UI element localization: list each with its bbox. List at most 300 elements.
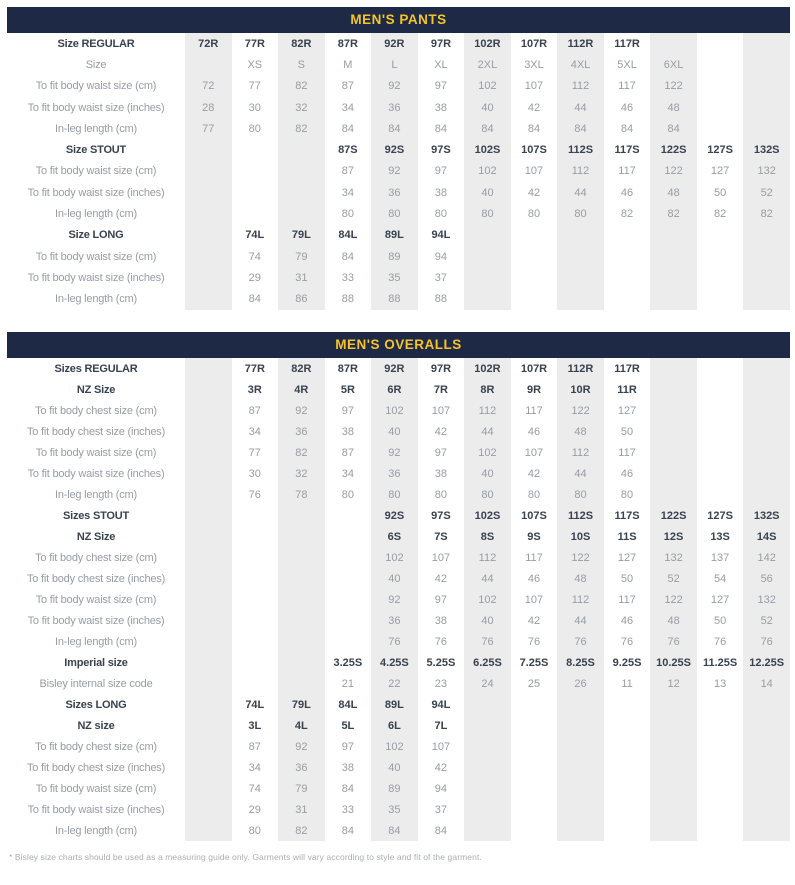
table-row xyxy=(7,484,790,505)
size-cell xyxy=(278,673,325,694)
size-cell: 46 xyxy=(620,101,634,114)
size-cell: 80 xyxy=(248,824,261,837)
size-cell: 82 xyxy=(760,208,773,221)
size-cell: 97S xyxy=(431,144,451,157)
size-cell: 97 xyxy=(434,593,448,606)
row-label: To fit body waist size (inches) xyxy=(27,614,165,627)
table-row xyxy=(7,246,790,267)
size-cell xyxy=(743,442,790,463)
size-cell: 92S xyxy=(384,509,405,522)
size-cell xyxy=(743,736,790,757)
table-row xyxy=(7,547,790,568)
size-cell: 76 xyxy=(434,635,448,648)
size-cell xyxy=(278,568,325,589)
size-cell xyxy=(185,694,232,715)
size-cell xyxy=(743,820,790,841)
size-cell: 97 xyxy=(434,165,448,178)
table-row xyxy=(7,225,790,246)
size-cell: 78 xyxy=(295,488,308,501)
table-row xyxy=(7,736,790,757)
size-cell xyxy=(325,568,372,589)
size-cell: 84 xyxy=(574,122,587,135)
size-cell: 44 xyxy=(574,186,587,199)
size-cell xyxy=(185,799,232,820)
size-cell: 82 xyxy=(713,208,727,221)
size-cell: 84 xyxy=(388,824,401,837)
size-cell xyxy=(650,267,697,288)
size-cell: 40 xyxy=(388,761,401,774)
size-cell xyxy=(232,610,279,631)
size-cell: 87 xyxy=(341,165,354,178)
size-cell xyxy=(604,267,651,288)
size-cell: 132S xyxy=(753,144,780,157)
size-cell: 11R xyxy=(617,383,637,396)
size-cell: 117R xyxy=(614,362,640,375)
size-cell xyxy=(557,289,604,310)
size-cell: 46 xyxy=(527,572,541,585)
size-cell: 87 xyxy=(341,446,354,459)
size-cell xyxy=(697,820,744,841)
size-cell: 102 xyxy=(478,80,497,93)
size-cell: 42 xyxy=(527,467,541,480)
size-cell: 80 xyxy=(388,488,401,501)
table-row xyxy=(7,267,790,288)
size-cell xyxy=(697,76,744,97)
size-cell: 40 xyxy=(388,572,401,585)
size-cell: L xyxy=(391,58,398,71)
size-cell xyxy=(511,715,558,736)
size-cell xyxy=(185,610,232,631)
table-row xyxy=(7,526,790,547)
size-cell xyxy=(743,421,790,442)
size-cell: 79 xyxy=(295,250,308,263)
size-cell xyxy=(185,484,232,505)
size-cell xyxy=(743,379,790,400)
size-cell: 102 xyxy=(385,551,404,564)
row-label: To fit body waist size (cm) xyxy=(35,165,157,178)
table-row xyxy=(7,610,790,631)
size-cell: 117R xyxy=(614,37,640,50)
size-cell xyxy=(743,97,790,118)
size-cell xyxy=(650,715,697,736)
size-cell xyxy=(185,631,232,652)
size-cell: 37 xyxy=(434,271,448,284)
size-cell xyxy=(604,289,651,310)
size-cell: 127S xyxy=(707,144,733,157)
size-cell xyxy=(697,379,744,400)
size-cell xyxy=(464,757,511,778)
row-label: To fit body waist size (inches) xyxy=(27,803,165,816)
size-cell xyxy=(604,778,651,799)
size-cell: 36 xyxy=(388,614,401,627)
size-cell: 117 xyxy=(618,446,636,459)
size-cell xyxy=(278,652,325,673)
size-cell xyxy=(278,505,325,526)
size-cell: 80 xyxy=(388,208,401,221)
size-cell: 3L xyxy=(248,719,262,732)
size-cell: 94L xyxy=(431,698,451,711)
size-cell xyxy=(511,246,558,267)
size-cell: 82 xyxy=(620,208,634,221)
size-cell: 34 xyxy=(248,761,261,774)
size-cell xyxy=(743,694,790,715)
size-cell: 84L xyxy=(338,229,358,242)
size-cell: 7R xyxy=(433,383,448,396)
size-cell: 87R xyxy=(337,37,358,50)
table-row xyxy=(7,631,790,652)
size-cell: 5R xyxy=(340,383,355,396)
size-cell: 38 xyxy=(434,467,448,480)
pants-table xyxy=(7,33,790,310)
row-label: Size STOUT xyxy=(65,144,127,157)
size-cell: 38 xyxy=(341,761,354,774)
size-cell xyxy=(557,225,604,246)
size-cell: 77 xyxy=(248,80,261,93)
size-cell xyxy=(185,358,232,379)
table-row xyxy=(7,97,790,118)
size-cell xyxy=(743,463,790,484)
size-cell xyxy=(278,547,325,568)
size-cell xyxy=(604,694,651,715)
size-cell: 92 xyxy=(295,740,308,753)
size-cell: 42 xyxy=(527,614,541,627)
size-cell xyxy=(325,610,372,631)
overalls-table xyxy=(7,358,790,841)
size-cell: 132 xyxy=(757,593,776,606)
size-cell xyxy=(697,246,744,267)
size-cell: 10R xyxy=(570,383,591,396)
size-cell: 84 xyxy=(434,122,448,135)
size-cell xyxy=(743,289,790,310)
size-cell: 12.25S xyxy=(749,656,785,669)
size-cell xyxy=(232,505,279,526)
size-cell xyxy=(185,778,232,799)
size-cell: 31 xyxy=(295,803,308,816)
size-cell: 4R xyxy=(294,383,309,396)
row-label: NZ Size xyxy=(76,383,116,396)
table-row xyxy=(7,820,790,841)
size-cell xyxy=(511,778,558,799)
size-cell: 52 xyxy=(760,186,773,199)
size-cell: 42 xyxy=(527,101,541,114)
size-cell: 35 xyxy=(388,803,401,816)
size-cell: 52 xyxy=(760,614,773,627)
size-cell: 112S xyxy=(567,144,594,157)
size-cell: 84 xyxy=(341,824,354,837)
size-cell xyxy=(697,33,744,54)
size-cell xyxy=(650,246,697,267)
size-cell: 107 xyxy=(524,165,544,178)
size-cell xyxy=(743,799,790,820)
size-cell xyxy=(650,820,697,841)
size-cell: 82R xyxy=(291,37,312,50)
size-cell xyxy=(464,225,511,246)
row-label: To fit body chest size (cm) xyxy=(35,404,157,417)
size-cell: 88 xyxy=(388,293,401,306)
size-cell xyxy=(464,820,511,841)
row-label: To fit body chest size (inches) xyxy=(26,425,166,438)
table-row xyxy=(7,505,790,526)
size-cell: 38 xyxy=(434,186,448,199)
size-cell: 38 xyxy=(434,101,448,114)
size-cell: 25 xyxy=(527,677,541,690)
mens-overalls-size-chart xyxy=(7,332,790,841)
size-cell xyxy=(650,33,697,54)
table-row xyxy=(7,76,790,97)
size-cell: 97 xyxy=(434,80,448,93)
size-cell: 89L xyxy=(384,698,404,711)
size-cell: 127 xyxy=(617,551,637,564)
size-cell: 42 xyxy=(434,761,448,774)
size-cell: 88 xyxy=(434,293,448,306)
size-cell: 97 xyxy=(434,446,448,459)
size-cell xyxy=(697,694,744,715)
size-cell: 107S xyxy=(521,509,547,522)
size-cell: 122 xyxy=(664,80,683,93)
size-cell: 31 xyxy=(295,271,308,284)
size-cell: 54 xyxy=(713,572,727,585)
size-cell: 76 xyxy=(248,488,261,501)
size-cell: 80 xyxy=(434,208,448,221)
size-cell: 6R xyxy=(387,383,402,396)
size-cell: 112 xyxy=(478,551,497,564)
row-label: To fit body waist size (cm) xyxy=(35,80,157,93)
size-cell: 44 xyxy=(574,614,587,627)
size-cell xyxy=(697,54,744,75)
size-cell xyxy=(464,736,511,757)
size-cell: 36 xyxy=(388,186,401,199)
size-cell: 92 xyxy=(388,165,401,178)
size-cell: 102 xyxy=(478,593,497,606)
size-cell xyxy=(511,289,558,310)
row-label: To fit body waist size (cm) xyxy=(35,250,157,263)
size-cell: 36 xyxy=(295,425,308,438)
size-cell xyxy=(697,778,744,799)
size-cell xyxy=(557,715,604,736)
size-cell: 5L xyxy=(341,719,355,732)
size-cell: 92 xyxy=(295,404,308,417)
size-cell xyxy=(650,379,697,400)
size-cell xyxy=(650,289,697,310)
size-cell xyxy=(511,820,558,841)
size-cell xyxy=(697,484,744,505)
size-cell xyxy=(697,358,744,379)
size-cell: 84 xyxy=(620,122,634,135)
size-cell: 48 xyxy=(667,186,680,199)
size-cell: XL xyxy=(434,58,448,71)
size-cell xyxy=(185,589,232,610)
size-cell: 52 xyxy=(667,572,680,585)
size-cell: 46 xyxy=(620,467,634,480)
size-cell: 127S xyxy=(707,509,733,522)
size-cell xyxy=(604,757,651,778)
size-cell xyxy=(697,757,744,778)
size-cell: 40 xyxy=(481,186,494,199)
size-cell: 117 xyxy=(525,404,543,417)
size-cell xyxy=(185,161,232,182)
size-cell: 36 xyxy=(295,761,308,774)
size-cell xyxy=(232,203,279,224)
size-cell xyxy=(232,652,279,673)
size-cell xyxy=(697,421,744,442)
size-cell xyxy=(697,463,744,484)
table-row xyxy=(7,694,790,715)
table-row xyxy=(7,203,790,224)
size-cell: 84 xyxy=(341,250,354,263)
size-cell: 76 xyxy=(713,635,727,648)
size-cell: 38 xyxy=(434,614,448,627)
size-cell xyxy=(697,715,744,736)
size-cell: 77 xyxy=(248,446,261,459)
size-cell: 97R xyxy=(430,37,452,50)
size-cell: 82 xyxy=(295,122,308,135)
size-cell xyxy=(604,820,651,841)
size-cell: 44 xyxy=(574,467,587,480)
size-cell: 29 xyxy=(248,271,261,284)
size-cell xyxy=(743,484,790,505)
size-cell: 82 xyxy=(667,208,680,221)
size-cell xyxy=(185,225,232,246)
size-cell xyxy=(743,757,790,778)
size-cell: 30 xyxy=(248,467,261,480)
size-cell xyxy=(185,267,232,288)
size-cell: 9S xyxy=(527,530,541,543)
pants-table-title: MEN'S PANTS xyxy=(7,7,790,33)
row-label: To fit body chest size (inches) xyxy=(26,761,166,774)
size-cell xyxy=(511,736,558,757)
size-cell: 4XL xyxy=(570,58,591,71)
table-row xyxy=(7,118,790,139)
table-row xyxy=(7,33,790,54)
table-row xyxy=(7,139,790,160)
size-cell: 112R xyxy=(567,362,594,375)
size-cell xyxy=(557,246,604,267)
row-label: To fit body waist size (inches) xyxy=(27,467,165,480)
size-cell: 87 xyxy=(248,404,261,417)
size-cell: 24 xyxy=(481,677,494,690)
size-cell: 84 xyxy=(481,122,494,135)
size-cell: 3XL xyxy=(524,58,544,71)
size-cell xyxy=(511,225,558,246)
size-cell: 79 xyxy=(295,782,308,795)
size-cell: 84 xyxy=(341,122,354,135)
footnote: * Bisley size charts should be used as a measuring guide only. Garments will vary according to style and fit of the garment. xyxy=(9,852,482,862)
size-cell xyxy=(185,289,232,310)
size-cell xyxy=(464,715,511,736)
size-cell: 97R xyxy=(430,362,452,375)
size-cell: 102S xyxy=(474,144,501,157)
size-cell: 122 xyxy=(664,165,683,178)
size-cell: 80 xyxy=(481,208,494,221)
size-cell: 97S xyxy=(431,509,451,522)
size-cell: 76 xyxy=(760,635,773,648)
size-cell: 3.25S xyxy=(333,656,363,669)
size-cell: 112S xyxy=(567,509,594,522)
size-cell xyxy=(185,736,232,757)
size-cell: 107 xyxy=(431,740,451,753)
row-label: In-leg length (cm) xyxy=(55,122,137,135)
size-cell: 30 xyxy=(248,101,261,114)
size-cell: 11S xyxy=(617,530,637,543)
size-cell: 22 xyxy=(388,677,401,690)
size-cell xyxy=(743,54,790,75)
size-cell: 117 xyxy=(618,165,636,178)
size-cell xyxy=(185,463,232,484)
size-cell: 112 xyxy=(571,165,590,178)
size-cell: 97 xyxy=(341,404,354,417)
table-row xyxy=(7,379,790,400)
table-row xyxy=(7,400,790,421)
size-cell: 87 xyxy=(248,740,261,753)
size-cell: 94 xyxy=(434,250,448,263)
row-label: To fit body chest size (cm) xyxy=(35,551,157,564)
size-cell: 42 xyxy=(434,425,448,438)
size-cell: 112 xyxy=(571,446,590,459)
size-cell xyxy=(604,225,651,246)
size-cell: 12S xyxy=(663,530,684,543)
row-label: Size xyxy=(85,58,107,71)
size-cell xyxy=(697,736,744,757)
size-cell xyxy=(650,463,697,484)
size-cell xyxy=(278,610,325,631)
size-cell: 76 xyxy=(620,635,634,648)
size-cell: 7S xyxy=(434,530,448,543)
size-cell: 80 xyxy=(574,208,587,221)
size-cell: S xyxy=(297,58,305,71)
size-cell xyxy=(697,267,744,288)
size-cell: 102 xyxy=(478,446,497,459)
size-cell: 102S xyxy=(474,509,501,522)
size-cell xyxy=(650,736,697,757)
size-cell xyxy=(697,799,744,820)
size-cell xyxy=(232,673,279,694)
size-cell xyxy=(511,757,558,778)
size-cell: 107 xyxy=(524,80,544,93)
size-cell: 72R xyxy=(198,37,219,50)
size-cell: 46 xyxy=(620,614,634,627)
size-cell: 6L xyxy=(387,719,401,732)
table-row xyxy=(7,182,790,203)
table-row xyxy=(7,799,790,820)
size-cell xyxy=(185,652,232,673)
row-label: Imperial size xyxy=(64,656,128,669)
size-cell xyxy=(232,589,279,610)
size-cell: 89L xyxy=(384,229,404,242)
size-cell: 92R xyxy=(384,362,405,375)
size-cell: 76 xyxy=(667,635,680,648)
size-cell: 80 xyxy=(527,208,541,221)
size-cell xyxy=(278,161,325,182)
size-cell: 74L xyxy=(245,698,265,711)
size-cell xyxy=(185,421,232,442)
size-cell: 34 xyxy=(341,467,354,480)
size-cell: 36 xyxy=(388,101,401,114)
size-cell xyxy=(697,97,744,118)
size-cell xyxy=(697,400,744,421)
size-cell: 122 xyxy=(664,593,683,606)
size-cell: 3R xyxy=(247,383,262,396)
size-cell: 76 xyxy=(388,635,401,648)
size-cell: 76 xyxy=(574,635,587,648)
size-cell xyxy=(743,267,790,288)
size-cell: 82 xyxy=(295,446,308,459)
size-cell: 117 xyxy=(618,80,636,93)
size-cell: 122 xyxy=(571,551,590,564)
size-cell xyxy=(185,673,232,694)
size-cell: 21 xyxy=(341,677,354,690)
size-cell: 7L xyxy=(434,719,448,732)
size-cell xyxy=(464,778,511,799)
